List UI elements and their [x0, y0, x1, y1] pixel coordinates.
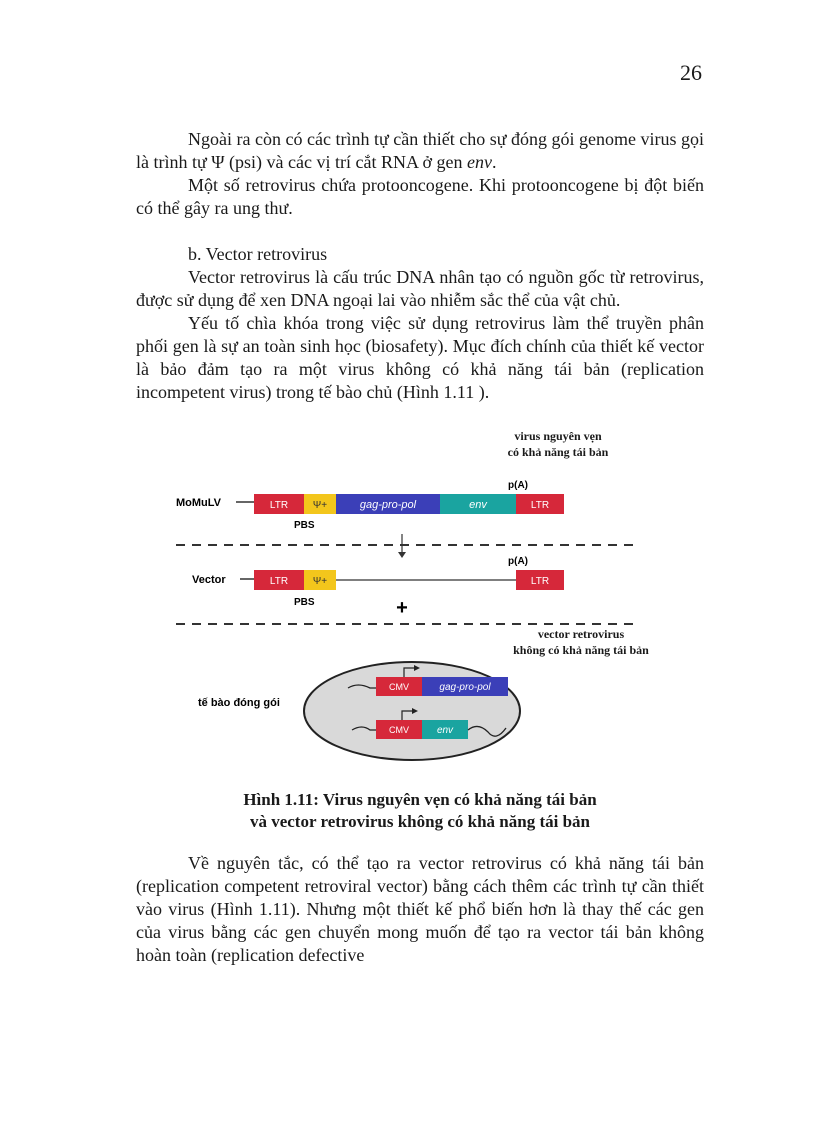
caption-vector-line2: không có khả năng tái bản: [513, 643, 649, 657]
paragraph-packaging-text: Ngoài ra còn có các trình tự cần thiết cho sự đóng gói genome virus gọi là trình tự Ψ (psi) và các vị trí cắt RNA ở gen: [136, 129, 704, 172]
vector-pa-label: p(A): [508, 556, 528, 567]
section-heading: b. Vector retrovirus: [188, 244, 328, 264]
momulv-env-label: env: [469, 499, 487, 511]
momulv-pa-label: p(A): [508, 480, 528, 491]
momulv-ltr-right-label: LTR: [530, 500, 550, 511]
vector-psi-label: Ψ+: [312, 576, 328, 587]
paragraph-packaging: [136, 128, 704, 174]
caption-intact-line1: virus nguyên vẹn: [514, 429, 602, 443]
construct1-cmv-label: CMV: [389, 682, 409, 692]
caption-intact-line2: có khả năng tái bản: [507, 445, 609, 459]
construct2-env-label: env: [436, 725, 454, 736]
momulv-gag-label: gag-pro-pol: [359, 499, 417, 511]
label-momulv: MoMuLV: [176, 497, 222, 509]
page-number: 26: [680, 60, 702, 85]
paragraph-packaging-end: .: [491, 152, 497, 172]
body-text-top: [136, 128, 704, 404]
paragraph-biosafety: Yếu tố chìa khóa trong việc sử dụng retrovirus làm thể truyền phân phối gen là sự an toàn sinh học (biosafety). Mục đích chính của thiết kế vector là bảo đảm tạo ra một virus không có khả năng tái bản (replication incompetent virus) trong tế bào chủ (Hình 1.11 ).: [136, 313, 704, 402]
label-vector: Vector: [192, 574, 226, 586]
figure-caption-vector: [476, 626, 686, 658]
label-packaging-cell: tế bào đóng gói: [198, 697, 280, 709]
momulv-psi-label: Ψ+: [312, 500, 328, 511]
momulv-ltr-left-label: LTR: [269, 500, 289, 511]
plus-sign: +: [396, 597, 408, 619]
vector-ltr-left-label: LTR: [269, 576, 289, 587]
env-gene-italic: env: [466, 152, 492, 172]
paragraph-principle: Về nguyên tắc, có thể tạo ra vector retrovirus có khả năng tái bản (replication competent retroviral vector) bằng cách thêm các trình tự cần thiết vào virus (Hình 1.11). Nhưng một thiết kế phổ biến hơn là thay thế các gen của virus bằng các gen chuyển mong muốn để tạo ra vector tái bản không hoàn toàn (replication defective: [136, 853, 704, 965]
construct1-gag-label: gag-pro-pol: [439, 682, 491, 693]
paragraph-vector-definition: Vector retrovirus là cấu trúc DNA nhân tạo có nguồn gốc từ retrovirus, được sử dụng để xen DNA ngoại lai vào nhiễm sắc thể của vật chủ.: [136, 267, 704, 310]
arrow-down-icon: [398, 552, 406, 558]
caption-vector-line1: vector retrovirus: [537, 627, 625, 641]
construct2-cmv-label: CMV: [389, 725, 409, 735]
caption-line1: Hình 1.11: Virus nguyên vẹn có khả năng tái bản: [243, 790, 597, 809]
figure-caption: [136, 789, 704, 833]
body-text-bottom: [136, 852, 704, 967]
vector-ltr-right-label: LTR: [530, 576, 550, 587]
figure-1-11: [176, 428, 706, 788]
momulv-pbs-label: PBS: [294, 520, 315, 531]
figure-caption-intact-virus: [488, 428, 628, 460]
vector-pbs-label: PBS: [294, 597, 315, 608]
caption-line2: và vector retrovirus không có khả năng tái bản: [249, 812, 591, 831]
figure-diagram: [176, 428, 706, 788]
paragraph-protooncogene: Một số retrovirus chứa protooncogene. Khi protooncogene bị đột biến có thể gây ra ung thư.: [136, 175, 704, 218]
